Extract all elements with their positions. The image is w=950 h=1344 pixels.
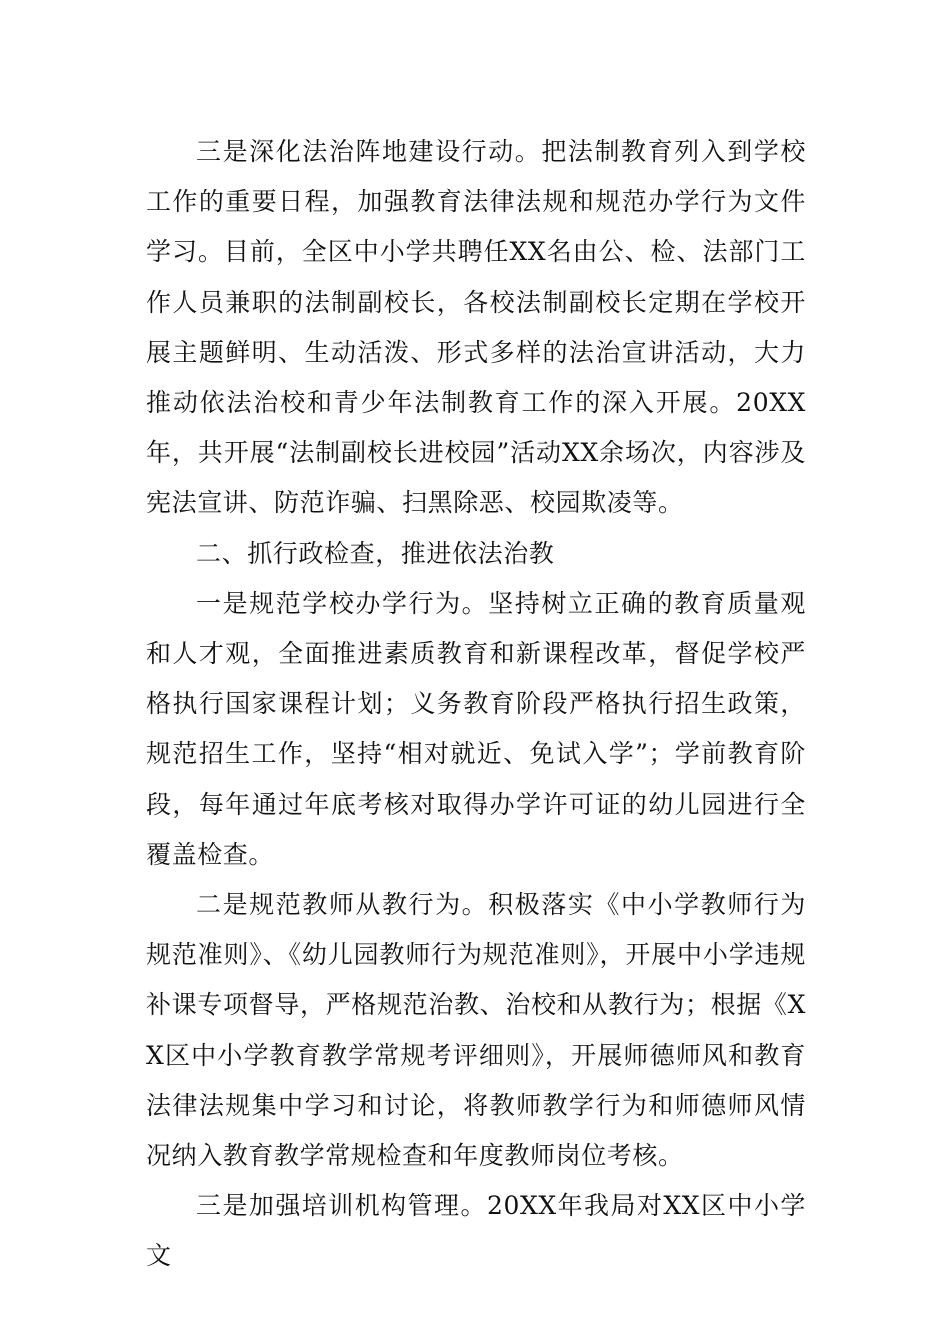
paragraph-teacher-conduct: 二是规范教师从教行为。积极落实《中小学教师行为规范准则》、《幼儿园教师行为规范准则》，开展中小学违规补课专项督导，严格规范治教、治校和从教行为；根据《XX区中小学教育教学常规考评细则》，开展师德师风和教育法律法规集中学习和讨论，将教师教学行为和师德师风情况纳入教育教学常规检查和年度教师岗位考核。 [146,890,806,1171]
section-heading-administrative-inspection: 二、抓行政检查，推进依法治教 [196,538,555,568]
paragraph-law-education-position: 三是深化法治阵地建设行动。把法制教育列入到学校工作的重要日程，加强教育法律法规和规范办学行为文件学习。目前，全区中小学共聘任XX名由公、检、法部门工作人员兼职的法制副校长，各校法制副校长定期在学校开展主题鲜明、生动活泼、形式多样的法治宣讲活动，大力推动依法治校和青少年法制教育工作的深入开展。20XX年，共开展“法制副校长进校园”活动XX余场次，内容涉及宪法宣讲、防范诈骗、扫黑除恶、校园欺凌等。 [146,137,806,518]
document-body [146,127,806,1282]
paragraph-training-institution-management: 三是加强培训机构管理。20XX年我局对XX区中小学文 [146,1191,806,1271]
paragraph-school-conduct: 一是规范学校办学行为。坚持树立正确的教育质量观和人才观，全面推进素质教育和新课程改革，督促学校严格执行国家课程计划；义务教育阶段严格执行招生政策，规范招生工作，坚持“相对就近、免试入学”；学前教育阶段，每年通过年底考核对取得办学许可证的幼儿园进行全覆盖检查。 [146,588,806,869]
